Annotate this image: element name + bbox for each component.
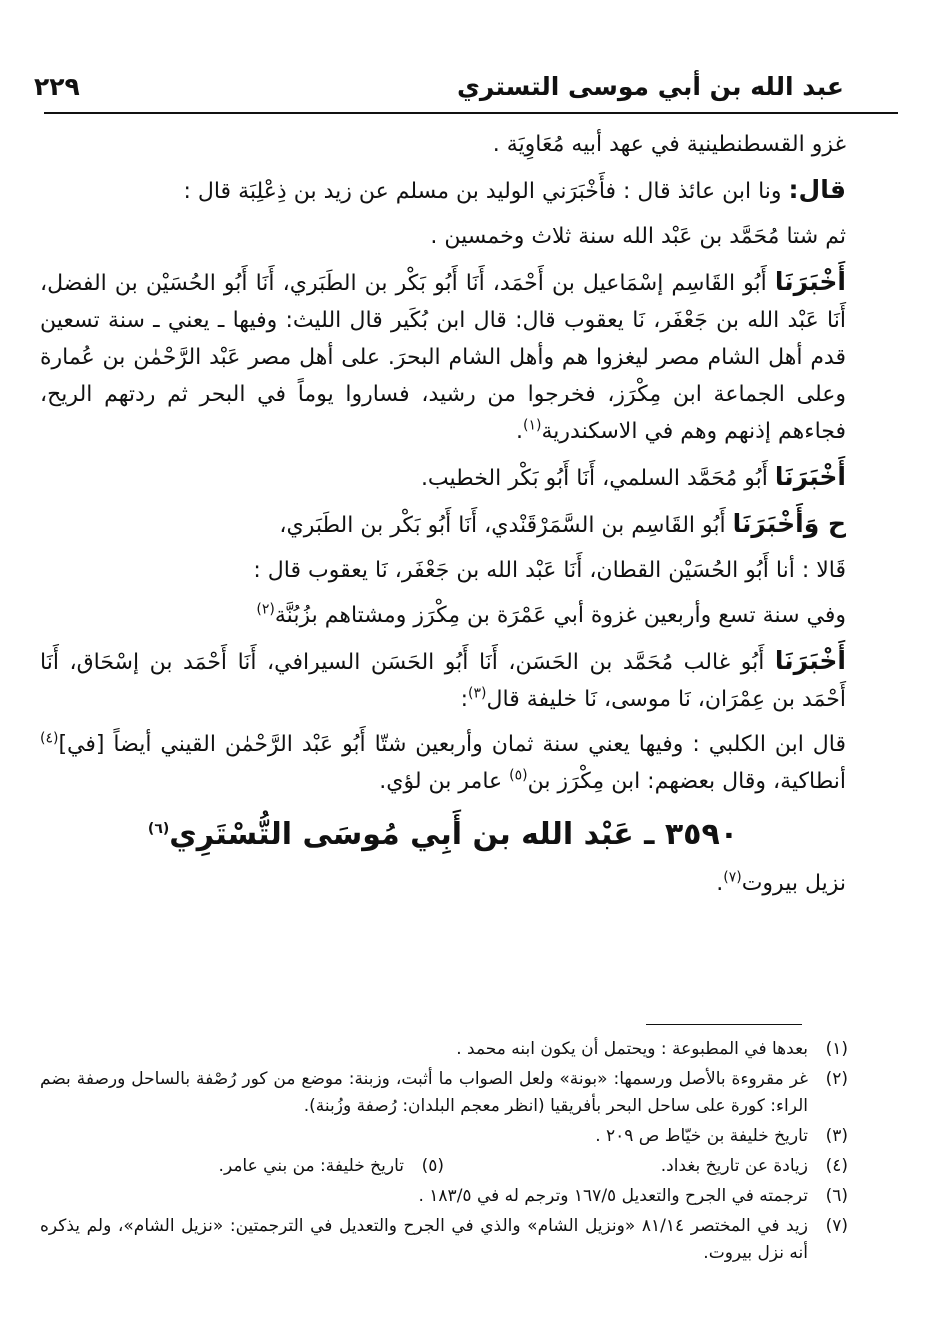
footnote-ref-2[interactable]: (٢) xyxy=(256,601,275,618)
paragraph-10 xyxy=(40,726,846,800)
footnote-text: غر مقروءة بالأصل ورسمها: «بونة» ولعل الصواب ما أثبت، وزبنة: موضع من كور رُصْفة بالساحل ورصفة بضم الراء: كورة على ساحل البحر بأفريقيا (انظر معجم البلدان: رُصفة وزُبنة). xyxy=(40,1069,808,1116)
paragraph-2 xyxy=(40,171,846,210)
paragraph-3-text: ثم شتا مُحَمَّد بن عَبْد الله سنة ثلاث وخمسين . xyxy=(430,224,846,249)
paragraph-11 xyxy=(40,865,846,902)
running-header-title: عبد الله بن أبي موسى التستري xyxy=(457,72,844,101)
footnote-1 xyxy=(40,1036,848,1063)
paragraph-8 xyxy=(40,597,846,634)
footnote-number: (١) xyxy=(825,1039,848,1059)
paragraph-10-text-c: عامر بن لؤي. xyxy=(379,769,510,794)
paragraph-6-lead: ح وَأَخْبَرَنَا xyxy=(732,509,846,538)
paragraph-4-end: . xyxy=(516,419,524,444)
footnote-ref-1[interactable]: (١) xyxy=(523,417,542,434)
paragraph-4-lead: أَخْبَرَنَا xyxy=(774,267,846,296)
page-number: ٢٢٩ xyxy=(34,72,80,101)
footnote-text: زيد في المختصر ٨١/١٤ «ونزيل الشام» والذي في الجرح والتعديل في الترجمتين: «نزيل الشام»، ولم يذكره أنه نزل بيروت. xyxy=(40,1216,808,1263)
paragraph-7-text: قَالا : أنا أَبُو الحُسَيْن القطان، أَنَا عَبْد الله بن جَعْفَر، نَا يعقوب قال : xyxy=(253,558,846,583)
paragraph-5-text: أَبُو مُحَمَّد السلمي، أَنَا أَبُو بَكْر الخطيب. xyxy=(420,466,775,491)
paragraph-4 xyxy=(40,263,846,450)
paragraph-10-text: قال ابن الكلبي : وفيها يعني سنة ثمان وأربعين شتّا أَبُو عَبْد الرَّحْمٰن القيني أيضاً [في] xyxy=(58,732,846,757)
paragraph-1-text: غزو القسطنطينية في عهد أبيه مُعَاوِيَة . xyxy=(492,132,846,157)
paragraph-1 xyxy=(40,126,846,163)
footnote-4 xyxy=(444,1153,848,1180)
paragraph-2-text: ونا ابن عائذ قال : فأَخْبَرَني الوليد بن مسلم عن زيد بن ذِعْلِبَة قال : xyxy=(183,179,789,204)
footnote-number: (٤) xyxy=(825,1156,848,1176)
footnote-7 xyxy=(40,1213,848,1267)
footnote-2 xyxy=(40,1066,848,1120)
footnote-text: تاريخ خليفة: من بني عامر. xyxy=(218,1156,404,1176)
footnote-number: (٢) xyxy=(825,1069,848,1089)
footnote-number: (٥) xyxy=(421,1156,444,1176)
paragraph-4-text: أَبُو القَاسِم إسْمَاعيل بن أَحْمَد، أَنَا أَبُو بَكْر بن الطَبَري، أَنَا أَبُو الحُسَيْن بن الفضل، أَنَا عَبْد الله بن جَعْفَر، نَا يعقوب قال: قال ابن بُكَير قال الليث: وفيها ـ يعني ـ سنة تسعين قدم أهل الشام مصر ليغزوا هم وأهل الشام البحرَ. على أهل مصر عَبْد الرَّحْمٰن بن عُمارة وعلى الجماعة ابن مِكْرَز، فخرجوا من رشيد، فساروا يوماً في البحر ثم ردتهم الريح، فجاءهم إذنهم وهم في الاسكندرية xyxy=(40,271,846,444)
paragraph-7 xyxy=(40,552,846,589)
footnote-ref-4[interactable]: (٤) xyxy=(40,730,59,747)
paragraph-6 xyxy=(40,505,846,544)
paragraph-11-text: نزيل بيروت xyxy=(741,871,846,896)
paragraph-9-text: أَبُو غالب مُحَمَّد بن الحَسَن، أَنَا أَبُو الحَسَن السيرافي، أَنَا أَحْمَد بن إسْحَاق، أَنَا أَحْمَد بن عِمْرَان، نَا موسى، نَا خليفة قال xyxy=(40,650,846,712)
footnote-ref-7[interactable]: (٧) xyxy=(723,869,742,886)
footnote-3 xyxy=(40,1123,848,1150)
paragraph-5 xyxy=(40,458,846,497)
footnote-text: تاريخ خليفة بن خيّاط ص ٢٠٩ . xyxy=(595,1126,808,1146)
paragraph-11-end: . xyxy=(716,871,724,896)
footnotes xyxy=(40,1036,848,1270)
footnote-ref-6[interactable]: (٦) xyxy=(147,821,170,837)
footnote-number: (٣) xyxy=(825,1126,848,1146)
header-rule xyxy=(44,112,898,114)
footnote-ref-5[interactable]: (٥) xyxy=(509,767,528,784)
footnote-6 xyxy=(40,1183,848,1210)
paragraph-5-lead: أَخْبَرَنَا xyxy=(774,462,846,491)
footnote-ref-3[interactable]: (٣) xyxy=(468,685,487,702)
main-text xyxy=(40,126,846,910)
paragraph-2-lead: قال: xyxy=(788,175,846,204)
biography-heading xyxy=(40,816,846,853)
footnote-row-4-5 xyxy=(40,1153,848,1183)
paragraph-10-text-b: أنطاكية، وقال بعضهم: ابن مِكْرَز بن xyxy=(527,769,846,794)
footnote-number: (٦) xyxy=(825,1186,848,1206)
paragraph-9-lead: أَخْبَرَنَا xyxy=(774,646,846,675)
footnote-text: ترجمته في الجرح والتعديل ١٦٧/٥ وترجم له في ١٨٣/٥ . xyxy=(418,1186,808,1206)
paragraph-9 xyxy=(40,642,846,718)
footnote-separator xyxy=(646,1024,802,1025)
footnote-text: بعدها في المطبوعة : ويحتمل أن يكون ابنه محمد . xyxy=(456,1039,808,1059)
paragraph-8-text: وفي سنة تسع وأربعين غزوة أبي عَمْرَة بن مِكْرَز ومشتاهم بزُبُنَّة xyxy=(274,603,846,628)
biography-heading-text: ٣٥٩٠ ـ عَبْد الله بن أَبِي مُوسَى التُّسْتَرِي xyxy=(169,817,739,852)
paragraph-9-end: : xyxy=(460,687,469,712)
footnote-text: زيادة عن تاريخ بغداد. xyxy=(660,1156,808,1176)
footnote-5 xyxy=(40,1153,444,1180)
footnote-number: (٧) xyxy=(825,1216,848,1236)
paragraph-6-text: أَبُو القَاسِم بن السَّمَرْقَنْدي، أَنَا أَبُو بَكْر بن الطَبَري، xyxy=(279,513,733,538)
paragraph-3 xyxy=(40,218,846,255)
